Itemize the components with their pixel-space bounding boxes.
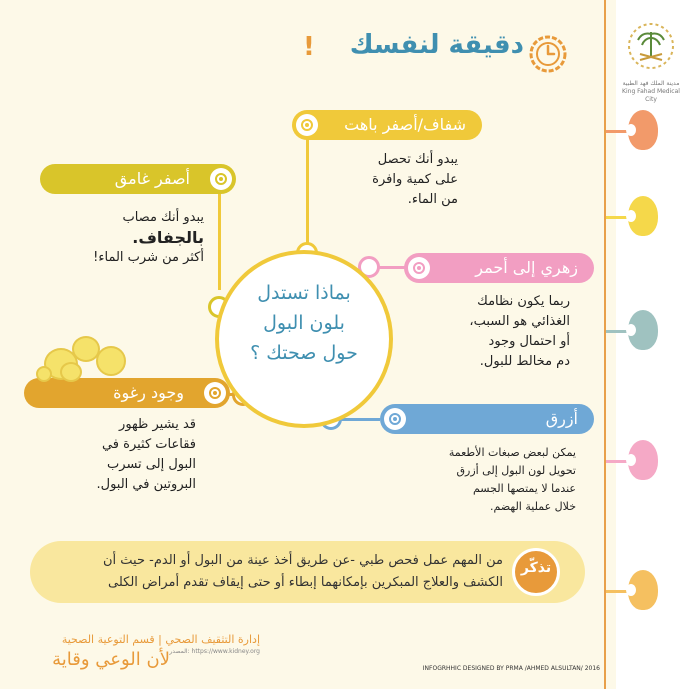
pill-pink-red [404, 253, 594, 283]
target-icon [204, 382, 226, 404]
page-title: دقيقة لنفسك [349, 30, 524, 60]
connector-top [306, 136, 309, 254]
kidney-connector [606, 460, 628, 463]
desc-line: يمكن لبعض صبغات الأطعمة [448, 446, 576, 459]
kidney-icon [628, 110, 658, 150]
kidney-icon [628, 310, 658, 350]
pill-label: وجود رغوة [113, 383, 184, 402]
logo-name-ar: مدينة الملك فهد الطبية [622, 80, 680, 87]
pill-label: أصفر غامق [114, 169, 190, 188]
logo-caption [616, 80, 686, 104]
right-border-line [604, 0, 606, 689]
title-exclamation: ! [303, 32, 315, 62]
center-question [225, 278, 383, 368]
desc-clear-pale-yellow [312, 150, 458, 210]
desc-dark-yellow [60, 208, 204, 268]
foam-bubble [60, 362, 82, 382]
target-icon [296, 114, 318, 136]
pill-foam [24, 378, 230, 408]
desc-foam [60, 415, 196, 495]
remember-label: تذكّر [520, 560, 552, 576]
remember-text [48, 550, 503, 594]
desc-line: البول إلى تسرب [107, 457, 196, 472]
desc-line: على كمية وافرة [372, 172, 458, 187]
center-line-1: بماذا تستدل [257, 282, 351, 304]
slogan-text: لأن الوعي وقاية [52, 649, 170, 670]
remember-line-1: من المهم عمل فحص طبي -عن طريق أخذ عينة من البول أو الدم- حيث أن [103, 553, 503, 568]
kidney-connector [606, 130, 628, 133]
desc-line: عندما لا يمتصها الجسم [472, 482, 576, 495]
desc-line: يبدو أنك مصاب [122, 210, 204, 225]
pill-dark-yellow [40, 164, 236, 194]
desc-blue [390, 444, 576, 516]
desc-pink-red [430, 292, 570, 372]
desc-line: قد يشير ظهور [119, 417, 196, 432]
logo-name-en: King Fahad Medical City [622, 88, 680, 103]
foam-bubble [96, 346, 126, 376]
pill-clear-pale-yellow [292, 110, 482, 140]
pill-label: زهري إلى أحمر [475, 258, 578, 277]
pill-blue [380, 404, 594, 434]
target-icon [408, 257, 430, 279]
kidney-icon [628, 570, 658, 610]
desc-line: الغذائي هو السبب، [469, 314, 570, 329]
kidney-icon [628, 440, 658, 480]
kidney-icon [628, 196, 658, 236]
remember-line-2: الكشف والعلاج المبكرين بإمكانهما إبطاء أو حتى إيقاف تقدم أمراض الكلى [108, 575, 503, 590]
connector-left-top [218, 190, 221, 290]
clock-icon [527, 33, 569, 75]
designer-credit: INFOGRHHIC DESIGNED BY PRMA /AHMED ALSULTAN/ 2016 [422, 665, 600, 672]
desc-line: خلال عملية الهضم. [490, 500, 576, 513]
department-text: إدارة التثقيف الصحي | قسم التوعية الصحية [61, 633, 260, 646]
target-icon [210, 168, 232, 190]
center-line-2: بلون البول [263, 312, 345, 334]
target-icon [384, 408, 406, 430]
desc-line: أكثر من شرب الماء! [93, 250, 204, 265]
desc-line: البروتين في البول. [96, 477, 196, 492]
pill-label: أزرق [545, 409, 578, 428]
desc-line: يبدو أنك تحصل [377, 152, 458, 167]
desc-line: فقاعات كثيرة في [101, 437, 196, 452]
kidney-connector [606, 590, 628, 593]
desc-line: ربما يكون نظامك [477, 294, 570, 309]
desc-line: تحويل لون البول إلى أزرق [456, 464, 576, 477]
kidney-connector [606, 330, 628, 333]
foam-bubble [36, 366, 52, 382]
desc-line-emphasis: بالجفاف. [132, 228, 204, 247]
desc-line: دم مخالط للبول. [479, 354, 570, 369]
source-text: المصدر: https://www.kidney.org [169, 648, 260, 655]
center-line-3: حول صحتك ؟ [250, 342, 358, 364]
desc-line: أو احتمال وجود [488, 334, 570, 349]
pill-label: شفاف/أصفر باهت [344, 115, 466, 134]
desc-line: من الماء. [407, 192, 458, 207]
kidney-connector [606, 216, 628, 219]
